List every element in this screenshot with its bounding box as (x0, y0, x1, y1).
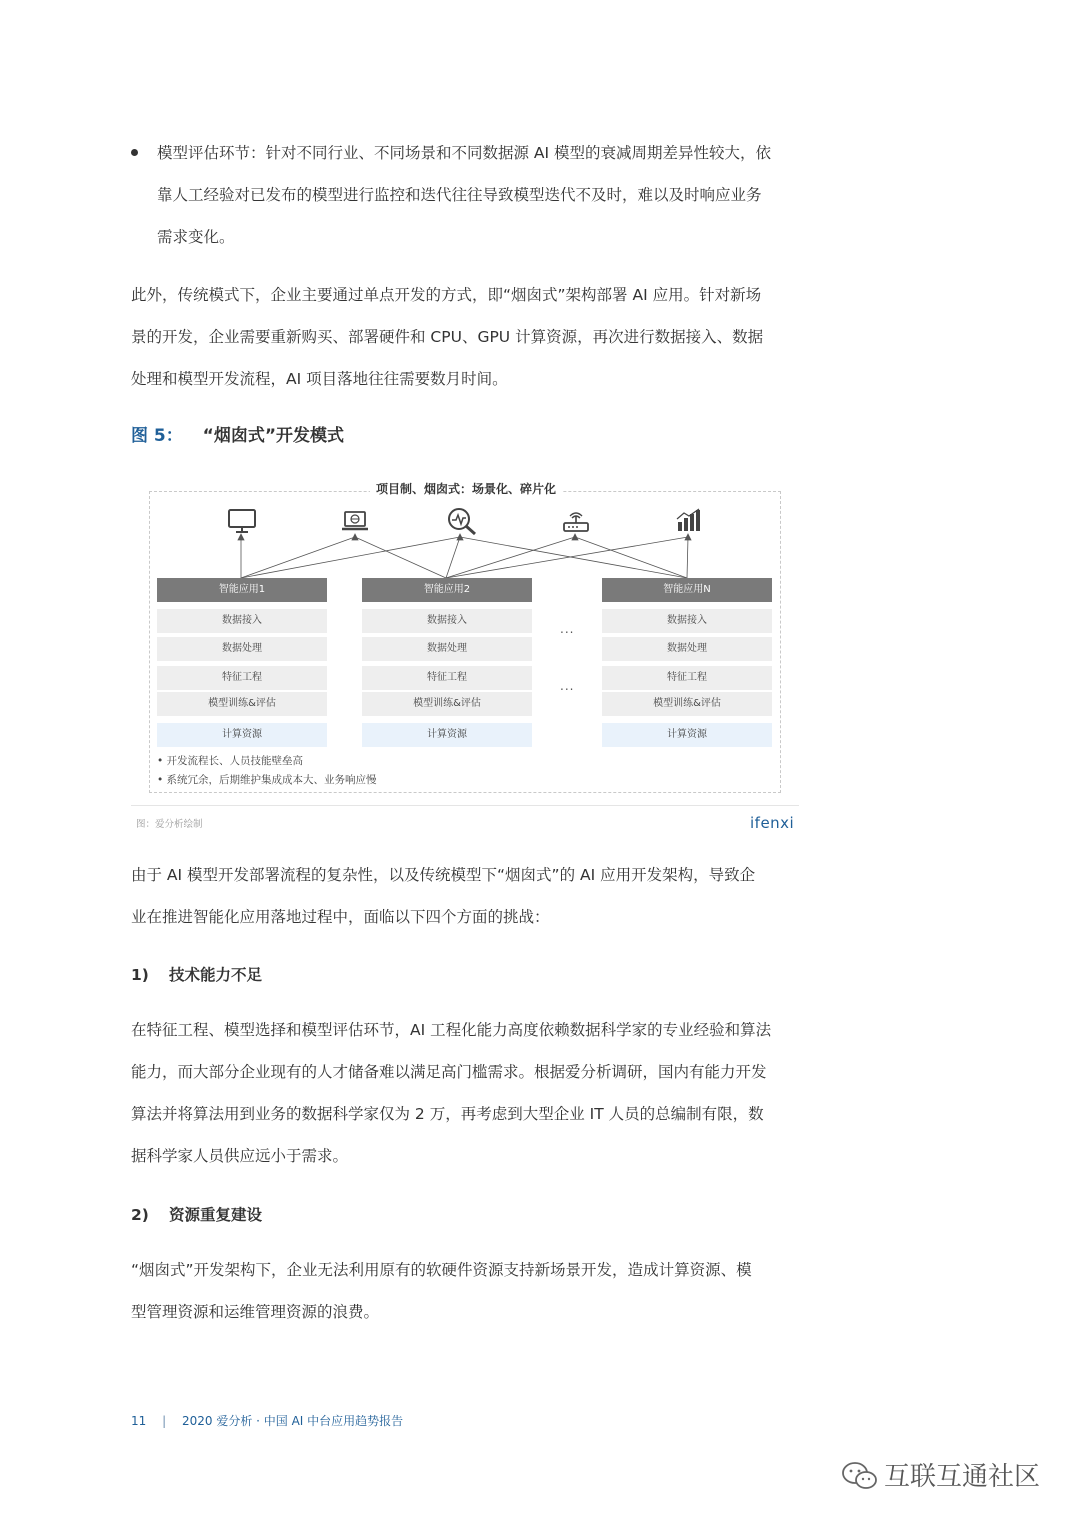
section-number: 2) (131, 1206, 149, 1224)
paragraph-line: 由于 AI 模型开发部署流程的复杂性，以及传统模型下“烟囱式”的 AI 应用开发架构，导致企 (131, 866, 756, 884)
paragraph-line: 能力，而大部分企业现有的人才储备难以满足高门槛需求。根据爱分析调研，国内有能力开发 (131, 1063, 767, 1081)
paragraph-line: 业在推进智能化应用落地过程中，面临以下四个方面的挑战： (131, 908, 550, 926)
stack-head-app2: 智能应用2 (362, 578, 532, 602)
stack-row: 数据接入 (157, 609, 327, 633)
stack-row: 模型训练&评估 (362, 692, 532, 716)
page-footer (131, 1412, 403, 1429)
stack-row: 模型训练&评估 (157, 692, 327, 716)
stack-row: 数据接入 (362, 609, 532, 633)
stack-row: 数据处理 (362, 637, 532, 661)
stack-row: 数据接入 (602, 609, 772, 633)
paragraph-line: 算法并将算法用到业务的数据科学家仅为 2 万，再考虑到大型企业 IT 人员的总编制有限，数 (131, 1105, 764, 1123)
diagram-note: • 开发流程长、人员技能壁垒高 (157, 755, 304, 767)
laptop-globe-icon (340, 510, 370, 532)
stack-row: 特征工程 (362, 666, 532, 690)
ellipsis: ... (560, 679, 575, 693)
wechat-icon (840, 1460, 880, 1492)
paragraph-line: 型管理资源和运维管理资源的浪费。 (131, 1303, 380, 1321)
section-title: 资源重复建设 (169, 1206, 263, 1224)
paragraph (131, 1009, 801, 1177)
paragraph-line: 景的开发，企业需要重新购买、部署硬件和 CPU、GPU 计算资源，再次进行数据接入、数据 (131, 328, 764, 346)
search-analytics-icon (446, 506, 478, 536)
diagram-note: • 系统冗余，后期维护集成成本大、业务响应慢 (157, 774, 377, 786)
stack-row: 模型训练&评估 (602, 692, 772, 716)
stack-row: 数据处理 (157, 637, 327, 661)
figure-source: 图：爱分析绘制 (136, 819, 203, 830)
ellipsis: ... (560, 622, 575, 636)
stack-row: 特征工程 (602, 666, 772, 690)
paragraph-line: 在特征工程、模型选择和模型评估环节，AI 工程化能力高度依赖数据科学家的专业经验和算法 (131, 1021, 772, 1039)
paragraph-line: 处理和模型开发流程，AI 项目落地往往需要数月时间。 (131, 370, 508, 388)
diagram-title: 项目制、烟囱式：场景化、碎片化 (370, 480, 562, 497)
stack-row: 数据处理 (602, 637, 772, 661)
paragraph-line: 据科学家人员供应远小于需求。 (131, 1147, 349, 1165)
paragraph (131, 1249, 801, 1333)
section-title: 技术能力不足 (169, 966, 263, 984)
stack-row-compute: 计算资源 (602, 723, 772, 747)
ifenxi-logo: ifenxi (750, 814, 795, 832)
paragraph-line: “烟囱式”开发架构下，企业无法利用原有的软硬件资源支持新场景开发，造成计算资源、模 (131, 1261, 752, 1279)
paragraph-line: 此外，传统模式下，企业主要通过单点开发的方式，即“烟囱式”架构部署 AI 应用。针对新场 (131, 286, 762, 304)
section-number: 1) (131, 966, 149, 984)
footer-separator: | (162, 1414, 167, 1428)
figure-divider (131, 805, 799, 806)
stack-row-compute: 计算资源 (157, 723, 327, 747)
page-number: 11 (131, 1414, 147, 1428)
stack-head-app1: 智能应用1 (157, 578, 327, 602)
section-heading (131, 963, 262, 985)
watermark-text: 互联互通社区 (884, 1462, 1041, 1492)
stack-head-appN: 智能应用N (602, 578, 772, 602)
monitor-icon (227, 508, 257, 534)
section-heading (131, 1203, 262, 1225)
report-title: 2020 爱分析 · 中国 AI 中台应用趋势报告 (181, 1414, 404, 1428)
bar-chart-icon (675, 507, 703, 533)
bullet-line: 需求变化。 (157, 228, 235, 246)
stack-row: 特征工程 (157, 666, 327, 690)
figure-caption: “烟囱式”开发模式 (202, 426, 345, 446)
paragraph (131, 854, 801, 938)
figure-number: 图 5： (131, 426, 183, 446)
bullet-line: 靠人工经验对已发布的模型进行监控和迭代往往导致模型迭代不及时，难以及时响应业务 (157, 186, 762, 204)
stack-row-compute: 计算资源 (362, 723, 532, 747)
router-icon (561, 508, 591, 534)
bullet-line: 模型评估环节：针对不同行业、不同场景和不同数据源 AI 模型的衰减周期差异性较大，依 (157, 144, 772, 162)
